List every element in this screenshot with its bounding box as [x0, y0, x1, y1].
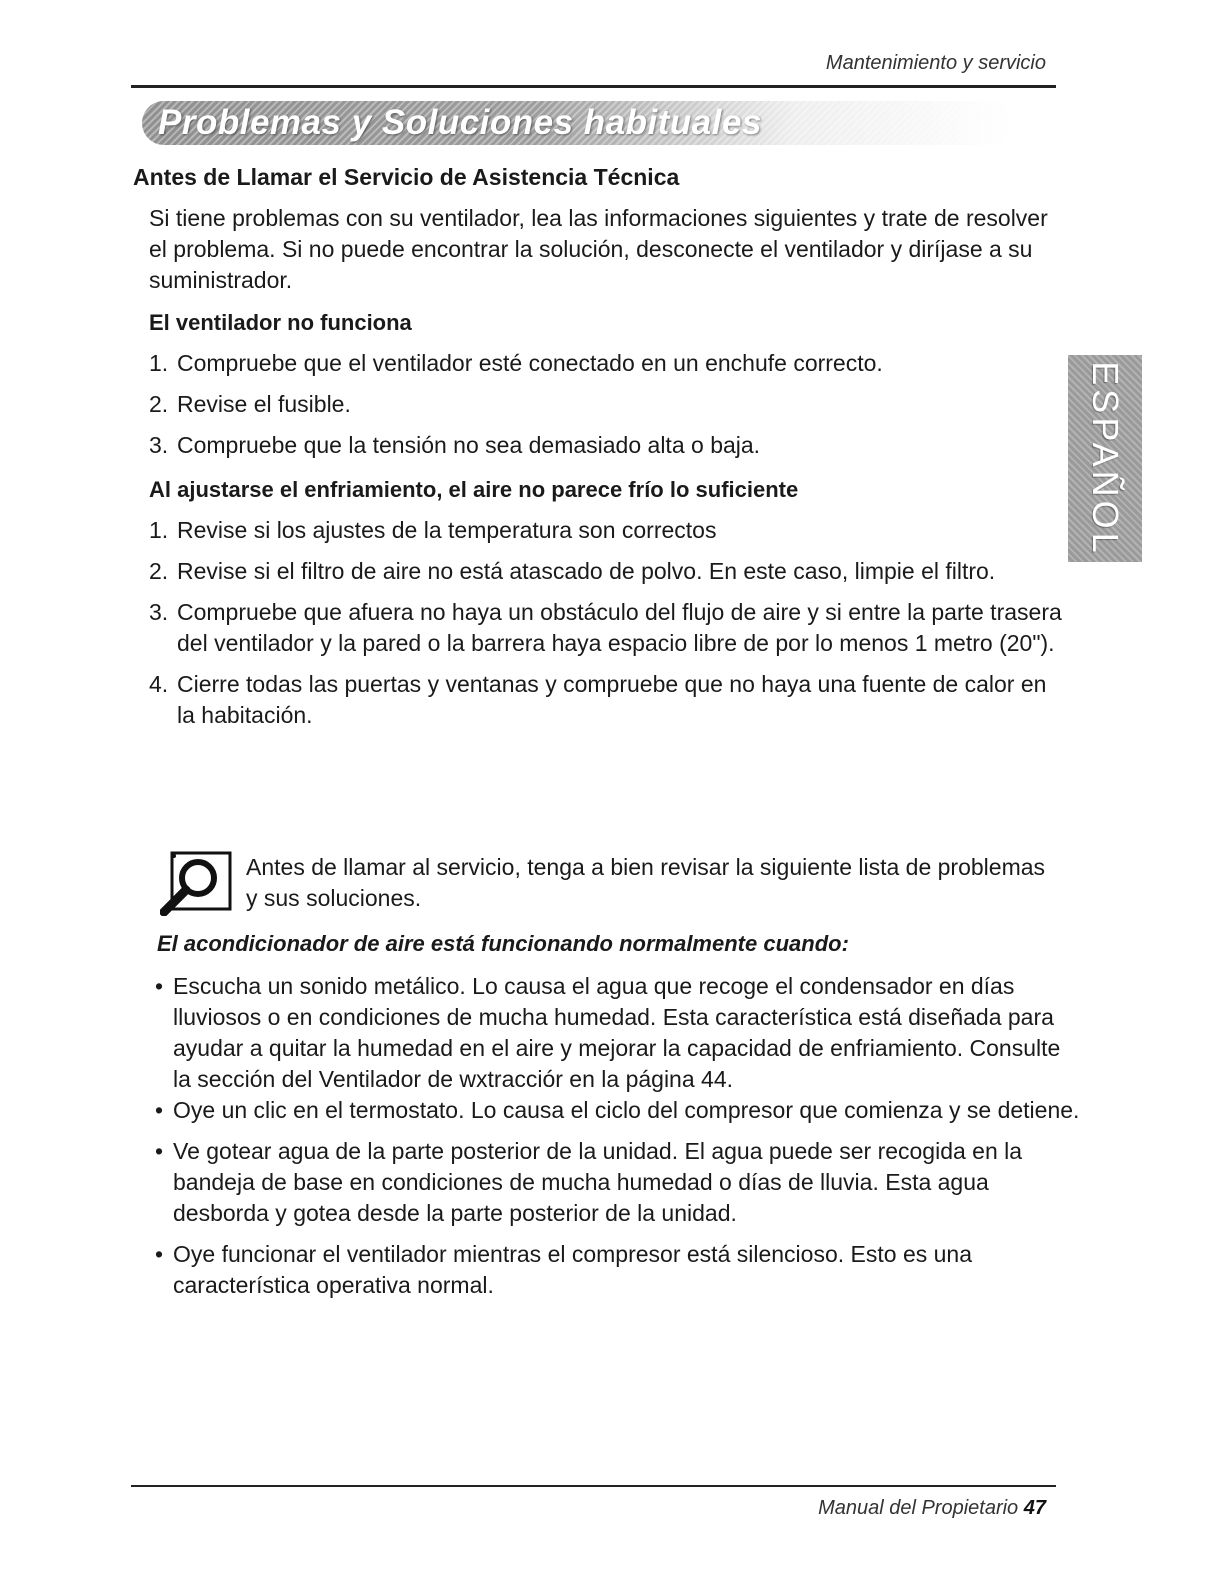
item-number: 3. — [149, 432, 169, 458]
item-number: 4. — [149, 671, 169, 697]
list-item — [149, 430, 1064, 461]
item-text: Ve gotear agua de la parte posterior de la unidad. El agua puede ser recogida en la bandeja de base en condiciones de mucha humedad o días de lluvia. Esta agua desborda y gotea desde la parte posterior de la unidad. — [173, 1138, 1023, 1226]
item-number: 1. — [149, 517, 169, 543]
footer — [818, 1497, 1046, 1520]
list-item — [155, 1239, 1080, 1301]
problem2-heading: Al ajustarse el enfriamiento, el aire no parece frío lo suficiente — [149, 477, 799, 502]
list-item — [155, 1136, 1080, 1229]
item-text: Compruebe que la tensión no sea demasiado alta o baja. — [177, 432, 761, 458]
header-rule — [131, 85, 1056, 88]
footer-rule — [131, 1485, 1056, 1487]
problem1-list — [149, 348, 1064, 461]
language-tab — [1068, 355, 1142, 562]
item-text: Oye un clic en el termostato. Lo causa el ciclo del compresor que comienza y se detiene. — [173, 1097, 1080, 1123]
bullet-mark: • — [155, 1241, 164, 1267]
magnifier-icon — [160, 850, 234, 916]
item-text: Oye funcionar el ventilador mientras el compresor está silencioso. Esto es una característica operativa normal. — [173, 1241, 973, 1298]
section-banner — [142, 101, 1012, 145]
list-item — [149, 515, 1064, 546]
item-text: Escucha un sonido metálico. Lo causa el agua que recoge el condensador en días lluviosos o en condiciones de mucha humedad. Esta característica está diseñada para ayudar a quitar la humedad en el aire y mejorar la capacidad de enfriamiento. Consulte la sección del Ventilador de wxtracciór en la página 44. — [173, 973, 1061, 1092]
bullet-mark: • — [155, 1097, 164, 1123]
normal-operation-heading: El acondicionador de aire está funcionando normalmente cuando: — [157, 931, 849, 956]
problem2-list — [149, 515, 1064, 731]
item-number: 2. — [149, 558, 169, 584]
item-number: 3. — [149, 599, 169, 625]
note-text: Antes de llamar al servicio, tenga a bien revisar la siguiente lista de problemas y sus soluciones. — [246, 854, 1046, 911]
problem1-heading: El ventilador no funciona — [149, 310, 412, 335]
item-number: 1. — [149, 350, 169, 376]
item-text: Revise si los ajustes de la temperatura son correctos — [177, 517, 717, 543]
list-item — [155, 971, 1080, 1095]
list-item — [155, 1095, 1080, 1126]
bullet-mark: • — [155, 1138, 164, 1164]
item-text: Revise el fusible. — [177, 391, 351, 417]
running-header: Mantenimiento y servicio — [825, 52, 1046, 74]
item-text: Cierre todas las puertas y ventanas y compruebe que no haya una fuente de calor en la habitación. — [177, 671, 1047, 728]
page-number: 47 — [1023, 1497, 1046, 1519]
list-item — [149, 348, 1064, 379]
language-tab-label: ESPAÑOL — [1085, 360, 1126, 557]
item-number: 2. — [149, 391, 169, 417]
list-item — [149, 669, 1064, 731]
list-item — [149, 389, 1064, 420]
intro-paragraph: Si tiene problemas con su ventilador, lea las informaciones siguientes y trate de resolver el problema. Si no puede encontrar la solución, desconecte el ventilador y diríjase a su suministrador. — [149, 205, 1048, 293]
item-text: Revise si el filtro de aire no está atascado de polvo. En este caso, limpie el filtro. — [177, 558, 996, 584]
bullet-mark: • — [155, 973, 164, 999]
item-text: Compruebe que el ventilador esté conectado en un enchufe correcto. — [177, 350, 883, 376]
list-item — [149, 597, 1064, 659]
item-text: Compruebe que afuera no haya un obstáculo del flujo de aire y si entre la parte trasera del ventilador y la pared o la barrera haya espacio libre de por lo menos 1 metro (20"). — [177, 599, 1062, 656]
banner-title: Problemas y Soluciones habituales — [158, 103, 762, 142]
section-heading: Antes de Llamar el Servicio de Asistencia Técnica — [133, 164, 680, 190]
normal-operation-list — [155, 971, 1080, 1301]
footer-manual-label: Manual del Propietario — [818, 1497, 1019, 1519]
list-item — [149, 556, 1064, 587]
